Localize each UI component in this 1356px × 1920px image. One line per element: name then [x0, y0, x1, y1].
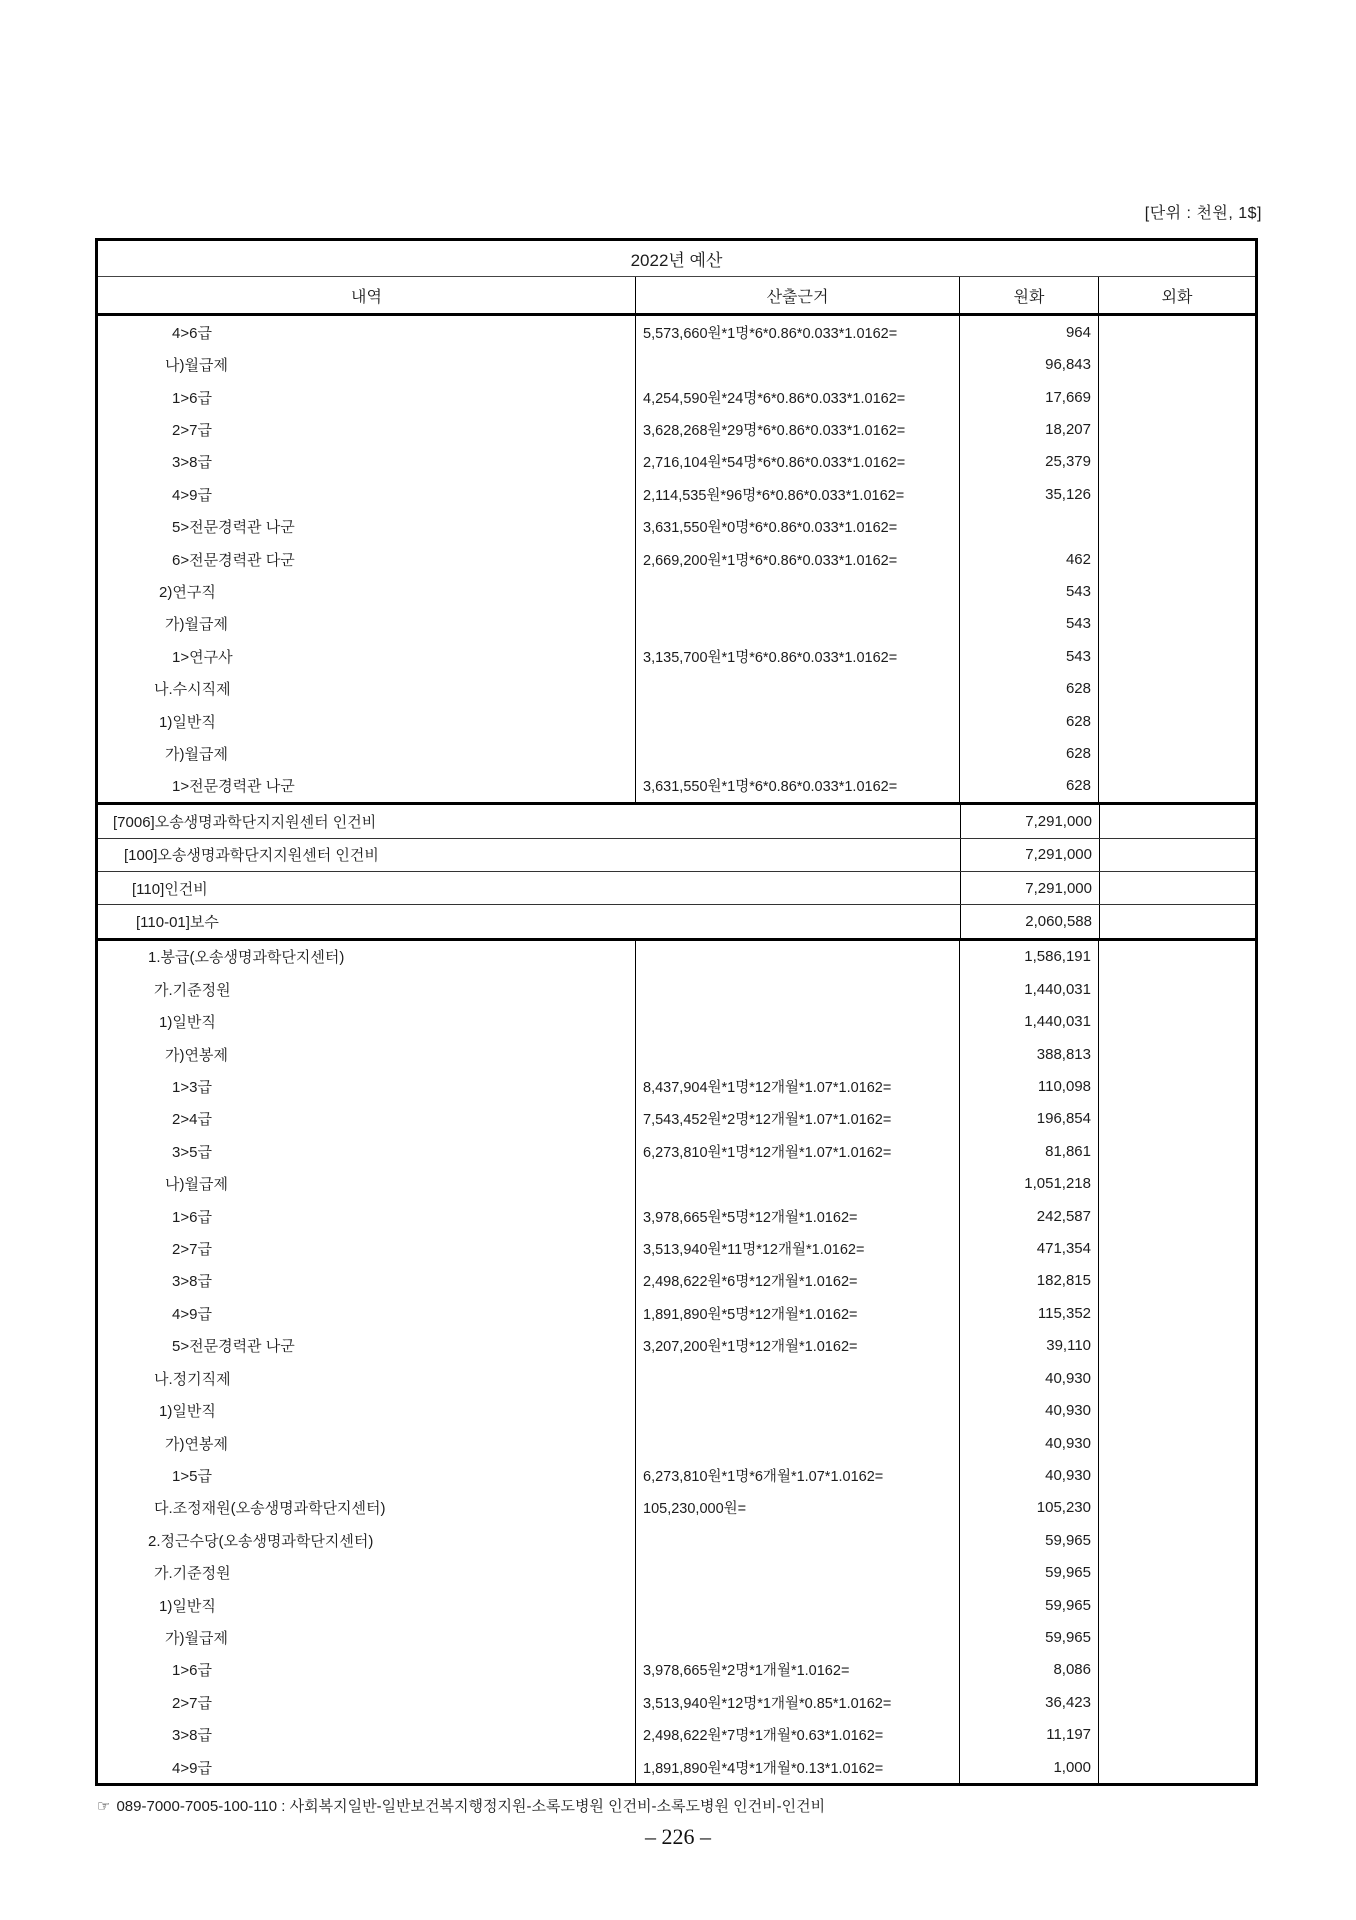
- detail-cell: 2)연구직: [98, 575, 636, 607]
- krw-amount-cell: 543: [960, 575, 1099, 607]
- calc-basis-cell: 3,513,940원*11명*12개월*1.0162=: [636, 1232, 960, 1264]
- detail-cell: 다.조정재원(오송생명과학단지센터): [98, 1492, 636, 1524]
- fx-amount-cell: [1099, 1265, 1255, 1297]
- fx-amount-cell: [1099, 1686, 1255, 1718]
- krw-amount-cell: 196,854: [960, 1103, 1099, 1135]
- detail-cell: 1)일반직: [98, 1394, 636, 1426]
- krw-amount-cell: 7,291,000: [961, 805, 1100, 837]
- table-row: [98, 1589, 1255, 1621]
- krw-amount-cell: 40,930: [960, 1427, 1099, 1459]
- page-number: – 226 –: [645, 1824, 711, 1849]
- krw-amount-cell: 543: [960, 608, 1099, 640]
- table-row: [98, 478, 1255, 510]
- table-row: [98, 904, 1255, 940]
- krw-amount-cell: 81,861: [960, 1135, 1099, 1167]
- krw-amount-cell: 11,197: [960, 1718, 1099, 1750]
- krw-amount-cell: 110,098: [960, 1070, 1099, 1102]
- krw-amount-cell: 1,440,031: [960, 973, 1099, 1005]
- pointing-hand-icon: ☞: [97, 1798, 111, 1815]
- table-row: [98, 348, 1255, 380]
- detail-cell: 가)월급제: [98, 1621, 636, 1653]
- detail-cell: 3>5급: [98, 1135, 636, 1167]
- table-row: [98, 1394, 1255, 1426]
- column-header-calc-basis: 산출근거: [636, 277, 960, 313]
- fx-amount-cell: [1100, 872, 1255, 904]
- table-row: [98, 1492, 1255, 1524]
- krw-amount-cell: 105,230: [960, 1492, 1099, 1524]
- detail-cell: 가)연봉제: [98, 1038, 636, 1070]
- calc-basis-cell: 105,230,000원=: [636, 1492, 960, 1524]
- calc-basis-cell: 3,135,700원*1명*6*0.86*0.033*1.0162=: [636, 640, 960, 672]
- detail-cell: [110]인건비: [98, 872, 961, 904]
- fx-amount-cell: [1099, 1718, 1255, 1750]
- calc-basis-cell: [636, 705, 960, 737]
- detail-cell: 3>8급: [98, 1265, 636, 1297]
- krw-amount-cell: 964: [960, 316, 1099, 348]
- krw-amount-cell: 40,930: [960, 1394, 1099, 1426]
- table-row: [98, 941, 1255, 973]
- fx-amount-cell: [1099, 705, 1255, 737]
- fx-amount-cell: [1099, 1297, 1255, 1329]
- table-header-row: [98, 277, 1255, 316]
- calc-basis-cell: 1,891,890원*5명*12개월*1.0162=: [636, 1297, 960, 1329]
- fx-amount-cell: [1099, 608, 1255, 640]
- calc-basis-cell: 6,273,810원*1명*12개월*1.07*1.0162=: [636, 1135, 960, 1167]
- table-row: [98, 1751, 1255, 1783]
- detail-cell: 5>전문경력관 나군: [98, 1330, 636, 1362]
- calc-basis-cell: 8,437,904원*1명*12개월*1.07*1.0162=: [636, 1070, 960, 1102]
- calc-basis-cell: 2,498,622원*7명*1개월*0.63*1.0162=: [636, 1718, 960, 1750]
- fx-amount-cell: [1099, 1038, 1255, 1070]
- krw-amount-cell: 59,965: [960, 1524, 1099, 1556]
- detail-cell: 1)일반직: [98, 1006, 636, 1038]
- unit-label: [단위 : 천원, 1$]: [1144, 205, 1262, 222]
- detail-cell: 1.봉급(오송생명과학단지센터): [98, 941, 636, 973]
- table-row: [98, 640, 1255, 672]
- calc-basis-cell: [636, 1168, 960, 1200]
- fx-amount-cell: [1099, 1589, 1255, 1621]
- krw-amount-cell: [960, 510, 1099, 542]
- detail-cell: 1>6급: [98, 1654, 636, 1686]
- table-row: [98, 1265, 1255, 1297]
- fx-amount-cell: [1099, 1556, 1255, 1588]
- budget-table: [95, 238, 1258, 1786]
- krw-amount-cell: 628: [960, 705, 1099, 737]
- detail-cell: 나.정기직제: [98, 1362, 636, 1394]
- krw-amount-cell: 96,843: [960, 348, 1099, 380]
- fx-amount-cell: [1099, 543, 1255, 575]
- krw-amount-cell: 40,930: [960, 1362, 1099, 1394]
- calc-basis-cell: [636, 348, 960, 380]
- krw-amount-cell: 59,965: [960, 1589, 1099, 1621]
- table-row: [98, 1038, 1255, 1070]
- fx-amount-cell: [1099, 941, 1255, 973]
- fx-amount-cell: [1099, 737, 1255, 769]
- fx-amount-cell: [1099, 1524, 1255, 1556]
- fx-amount-cell: [1099, 1621, 1255, 1653]
- krw-amount-cell: 628: [960, 737, 1099, 769]
- fx-amount-cell: [1099, 1394, 1255, 1426]
- detail-cell: [7006]오송생명과학단지지원센터 인건비: [98, 805, 961, 837]
- table-row: [98, 1135, 1255, 1167]
- table-row: [98, 1103, 1255, 1135]
- fx-amount-cell: [1099, 1168, 1255, 1200]
- detail-cell: 가.기준정원: [98, 1556, 636, 1588]
- fx-amount-cell: [1099, 1232, 1255, 1264]
- detail-cell: 1>연구사: [98, 640, 636, 672]
- detail-cell: 가)연봉제: [98, 1427, 636, 1459]
- footnote-text: 089-7000-7005-100-110 : 사회복지일반-일반보건복지행정지원-소록도병원 인건비-소록도병원 인건비-인건비: [116, 1798, 826, 1815]
- table-row: [98, 543, 1255, 575]
- table-row: [98, 1459, 1255, 1491]
- table-title: 2022년 예산: [98, 241, 1255, 277]
- fx-amount-cell: [1099, 575, 1255, 607]
- detail-cell: 5>전문경력관 나군: [98, 510, 636, 542]
- fx-amount-cell: [1099, 316, 1255, 348]
- calc-basis-cell: 1,891,890원*4명*1개월*0.13*1.0162=: [636, 1751, 960, 1783]
- fx-amount-cell: [1099, 1751, 1255, 1783]
- table-row: [98, 1297, 1255, 1329]
- detail-cell: 4>9급: [98, 1751, 636, 1783]
- calc-basis-cell: [636, 1038, 960, 1070]
- fx-amount-cell: [1099, 446, 1255, 478]
- table-row: [98, 1168, 1255, 1200]
- detail-cell: 3>8급: [98, 1718, 636, 1750]
- calc-basis-cell: [636, 737, 960, 769]
- krw-amount-cell: 471,354: [960, 1232, 1099, 1264]
- calc-basis-cell: 3,978,665원*2명*1개월*1.0162=: [636, 1654, 960, 1686]
- table-row: [98, 510, 1255, 542]
- detail-cell: 가)월급제: [98, 737, 636, 769]
- table-row: [98, 973, 1255, 1005]
- krw-amount-cell: 182,815: [960, 1265, 1099, 1297]
- krw-amount-cell: 1,051,218: [960, 1168, 1099, 1200]
- calc-basis-cell: 7,543,452원*2명*12개월*1.07*1.0162=: [636, 1103, 960, 1135]
- calc-basis-cell: [636, 1621, 960, 1653]
- detail-cell: [100]오송생명과학단지지원센터 인건비: [98, 839, 961, 871]
- krw-amount-cell: 628: [960, 672, 1099, 704]
- detail-cell: 1>6급: [98, 1200, 636, 1232]
- calc-basis-cell: [636, 1394, 960, 1426]
- table-row: [98, 838, 1255, 871]
- calc-basis-cell: [636, 1427, 960, 1459]
- calc-basis-cell: [636, 1362, 960, 1394]
- fx-amount-cell: [1099, 478, 1255, 510]
- detail-cell: 1>3급: [98, 1070, 636, 1102]
- krw-amount-cell: 388,813: [960, 1038, 1099, 1070]
- krw-amount-cell: 59,965: [960, 1556, 1099, 1588]
- detail-cell: 가)월급제: [98, 608, 636, 640]
- krw-amount-cell: 1,000: [960, 1751, 1099, 1783]
- table-row: [98, 770, 1255, 802]
- krw-amount-cell: 628: [960, 770, 1099, 802]
- krw-amount-cell: 40,930: [960, 1459, 1099, 1491]
- calc-basis-cell: 5,573,660원*1명*6*0.86*0.033*1.0162=: [636, 316, 960, 348]
- calc-basis-cell: [636, 1556, 960, 1588]
- krw-amount-cell: 115,352: [960, 1297, 1099, 1329]
- fx-amount-cell: [1099, 973, 1255, 1005]
- detail-cell: 2>7급: [98, 1686, 636, 1718]
- fx-amount-cell: [1099, 1492, 1255, 1524]
- krw-amount-cell: 1,440,031: [960, 1006, 1099, 1038]
- fx-amount-cell: [1099, 510, 1255, 542]
- krw-amount-cell: 7,291,000: [961, 839, 1100, 871]
- krw-amount-cell: 18,207: [960, 413, 1099, 445]
- detail-cell: 1)일반직: [98, 1589, 636, 1621]
- detail-cell: 나)월급제: [98, 1168, 636, 1200]
- table-row: [98, 1232, 1255, 1264]
- calc-basis-cell: 3,631,550원*0명*6*0.86*0.033*1.0162=: [636, 510, 960, 542]
- fx-amount-cell: [1100, 905, 1255, 937]
- column-header-fx: 외화: [1161, 288, 1193, 306]
- detail-cell: 2>4급: [98, 1103, 636, 1135]
- table-row: [98, 737, 1255, 769]
- detail-cell: 2.정근수당(오송생명과학단지센터): [98, 1524, 636, 1556]
- fx-amount-cell: [1099, 413, 1255, 445]
- fx-amount-cell: [1099, 1362, 1255, 1394]
- detail-cell: [110-01]보수: [98, 905, 961, 937]
- detail-cell: 4>6급: [98, 316, 636, 348]
- krw-amount-cell: 59,965: [960, 1621, 1099, 1653]
- calc-basis-cell: 3,513,940원*12명*1개월*0.85*1.0162=: [636, 1686, 960, 1718]
- table-row: [98, 316, 1255, 348]
- calc-basis-cell: [636, 672, 960, 704]
- detail-cell: 1>6급: [98, 381, 636, 413]
- calc-basis-cell: 2,498,622원*6명*12개월*1.0162=: [636, 1265, 960, 1297]
- fx-amount-cell: [1099, 1135, 1255, 1167]
- table-row: [98, 802, 1255, 837]
- table-row: [98, 1621, 1255, 1653]
- krw-amount-cell: 17,669: [960, 381, 1099, 413]
- table-row: [98, 608, 1255, 640]
- detail-cell: 2>7급: [98, 413, 636, 445]
- table-row: [98, 575, 1255, 607]
- calc-basis-cell: 3,978,665원*5명*12개월*1.0162=: [636, 1200, 960, 1232]
- detail-cell: 6>전문경력관 다군: [98, 543, 636, 575]
- calc-basis-cell: [636, 973, 960, 1005]
- column-header-detail: 내역: [98, 277, 636, 313]
- table-body: [98, 316, 1255, 1783]
- calc-basis-cell: 2,669,200원*1명*6*0.86*0.033*1.0162=: [636, 543, 960, 575]
- fx-amount-cell: [1099, 1459, 1255, 1491]
- calc-basis-cell: [636, 575, 960, 607]
- detail-cell: 1)일반직: [98, 705, 636, 737]
- krw-amount-cell: 8,086: [960, 1654, 1099, 1686]
- fx-amount-cell: [1099, 1654, 1255, 1686]
- fx-amount-cell: [1100, 805, 1255, 837]
- table-row: [98, 381, 1255, 413]
- calc-basis-cell: 3,207,200원*1명*12개월*1.0162=: [636, 1330, 960, 1362]
- calc-basis-cell: [636, 1589, 960, 1621]
- table-row: [98, 1427, 1255, 1459]
- table-row: [98, 1330, 1255, 1362]
- fx-amount-cell: [1099, 672, 1255, 704]
- calc-basis-cell: [636, 1006, 960, 1038]
- krw-amount-cell: 462: [960, 543, 1099, 575]
- table-row: [98, 1006, 1255, 1038]
- table-row: [98, 1362, 1255, 1394]
- krw-amount-cell: 1,586,191: [960, 941, 1099, 973]
- calc-basis-cell: 2,114,535원*96명*6*0.86*0.033*1.0162=: [636, 478, 960, 510]
- krw-amount-cell: 36,423: [960, 1686, 1099, 1718]
- table-row: [98, 446, 1255, 478]
- krw-amount-cell: 7,291,000: [961, 872, 1100, 904]
- table-row: [98, 1200, 1255, 1232]
- krw-amount-cell: 39,110: [960, 1330, 1099, 1362]
- detail-cell: 4>9급: [98, 478, 636, 510]
- table-row: [98, 1718, 1255, 1750]
- footnote: [97, 1795, 825, 1816]
- detail-cell: 4>9급: [98, 1297, 636, 1329]
- calc-basis-cell: 6,273,810원*1명*6개월*1.07*1.0162=: [636, 1459, 960, 1491]
- detail-cell: 1>전문경력관 나군: [98, 770, 636, 802]
- fx-amount-cell: [1099, 640, 1255, 672]
- krw-amount-cell: 25,379: [960, 446, 1099, 478]
- table-row: [98, 1070, 1255, 1102]
- calc-basis-cell: 3,631,550원*1명*6*0.86*0.033*1.0162=: [636, 770, 960, 802]
- table-row: [98, 672, 1255, 704]
- table-row: [98, 1686, 1255, 1718]
- krw-amount-cell: 2,060,588: [961, 905, 1100, 937]
- calc-basis-cell: 2,716,104원*54명*6*0.86*0.033*1.0162=: [636, 446, 960, 478]
- detail-cell: 3>8급: [98, 446, 636, 478]
- calc-basis-cell: 4,254,590원*24명*6*0.86*0.033*1.0162=: [636, 381, 960, 413]
- fx-amount-cell: [1099, 1200, 1255, 1232]
- fx-amount-cell: [1099, 348, 1255, 380]
- fx-amount-cell: [1099, 1070, 1255, 1102]
- detail-cell: 나)월급제: [98, 348, 636, 380]
- fx-amount-cell: [1099, 1330, 1255, 1362]
- detail-cell: 가.기준정원: [98, 973, 636, 1005]
- fx-amount-cell: [1100, 839, 1255, 871]
- calc-basis-cell: [636, 1524, 960, 1556]
- table-row: [98, 705, 1255, 737]
- calc-basis-cell: [636, 608, 960, 640]
- fx-amount-cell: [1099, 381, 1255, 413]
- fx-amount-cell: [1099, 770, 1255, 802]
- calc-basis-cell: 3,628,268원*29명*6*0.86*0.033*1.0162=: [636, 413, 960, 445]
- detail-cell: 1>5급: [98, 1459, 636, 1491]
- krw-amount-cell: 242,587: [960, 1200, 1099, 1232]
- table-row: [98, 1654, 1255, 1686]
- fx-amount-cell: [1099, 1006, 1255, 1038]
- column-header-krw: 원화: [960, 277, 1099, 313]
- detail-cell: 2>7급: [98, 1232, 636, 1264]
- krw-amount-cell: 543: [960, 640, 1099, 672]
- detail-cell: 나.수시직제: [98, 672, 636, 704]
- table-row: [98, 1556, 1255, 1588]
- krw-amount-cell: 35,126: [960, 478, 1099, 510]
- calc-basis-cell: [636, 941, 960, 973]
- fx-amount-cell: [1099, 1103, 1255, 1135]
- table-row: [98, 413, 1255, 445]
- table-row: [98, 871, 1255, 904]
- fx-amount-cell: [1099, 1427, 1255, 1459]
- table-row: [98, 1524, 1255, 1556]
